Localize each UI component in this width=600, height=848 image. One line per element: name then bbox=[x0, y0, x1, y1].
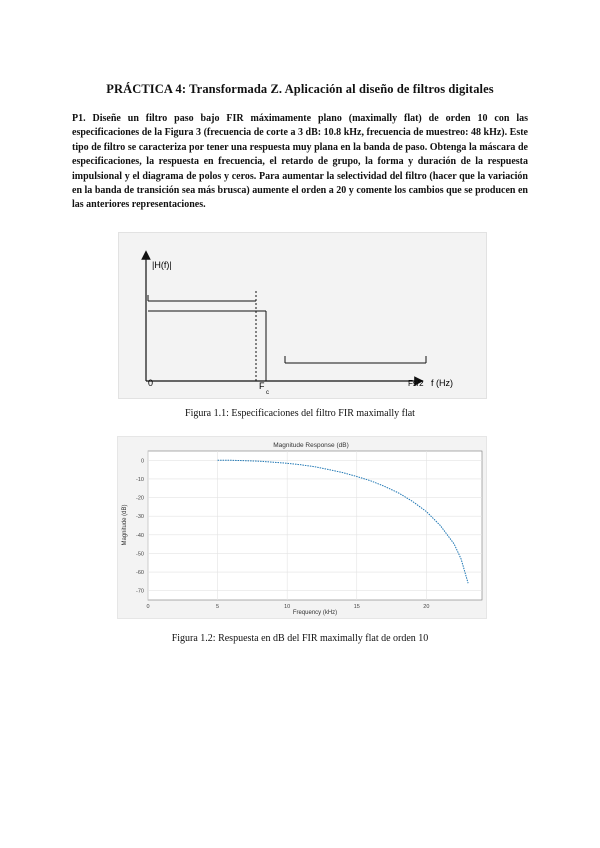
chart-title: Magnitude Response (dB) bbox=[273, 442, 349, 449]
x-tick-label: 0 bbox=[146, 604, 150, 610]
origin-label: 0 bbox=[148, 378, 154, 388]
x-axis-unit: f (Hz) bbox=[431, 378, 453, 388]
y-tick-label: -10 bbox=[136, 476, 144, 483]
y-tick-label: -60 bbox=[136, 570, 144, 577]
y-tick-label: 0 bbox=[140, 458, 144, 465]
figure-magnitude-response bbox=[117, 436, 487, 619]
y-tick-label: -70 bbox=[136, 588, 144, 595]
x-tick-label: 10 bbox=[284, 604, 291, 610]
spec-mask-diagram bbox=[119, 233, 486, 398]
cutoff-subscript: c bbox=[266, 390, 269, 396]
plot-area bbox=[148, 451, 482, 600]
figure1-caption: Figura 1.1: Especificaciones del filtro FIR maximally flat bbox=[185, 408, 415, 419]
nyquist-label: Fs/2 bbox=[408, 379, 424, 388]
y-tick-label: -40 bbox=[136, 532, 144, 539]
exercise-paragraph: P1. Diseñe un filtro paso bajo FIR máximamente plano (maximally flat) de orden 10 con las especificaciones de la Figura 3 (frecuencia de corte a 3 dB: 10.8 kHz, frecuencia de muestreo: 48 kHz). Este tipo de filtro se caracteriza por tener una respuesta muy plana en la banda de paso. Obtenga la máscara de especificaciones, la respuesta en frecuencia, el retardo de grupo, la forma y duración de la respuesta impulsional y el diagrama de polos y ceros. Para aumentar la selectividad del filtro (hacer que la variación en la banda de transición sea más brusca) aumente el orden a 20 y comente los cambios que se producen en las anteriores representaciones. bbox=[72, 113, 528, 211]
magnitude-response-chart bbox=[118, 437, 486, 618]
y-axis-label: Magnitude (dB) bbox=[122, 504, 128, 546]
page-title: PRÁCTICA 4: Transformada Z. Aplicación al diseño de filtros digitales bbox=[106, 82, 494, 96]
figure2-caption: Figura 1.2: Respuesta en dB del FIR maximally flat de orden 10 bbox=[171, 633, 429, 644]
x-tick-label: 5 bbox=[216, 604, 220, 610]
figure-specifications bbox=[118, 232, 487, 399]
y-tick-label: -20 bbox=[136, 495, 144, 502]
x-tick-label: 20 bbox=[423, 604, 430, 610]
y-tick-label: -30 bbox=[136, 514, 144, 521]
cutoff-label: F bbox=[259, 381, 265, 391]
x-tick-label: 15 bbox=[353, 604, 360, 610]
x-axis-label: Frequency (kHz) bbox=[292, 610, 338, 616]
y-axis-label: |H(f)| bbox=[152, 260, 172, 270]
y-tick-label: -50 bbox=[136, 551, 144, 558]
